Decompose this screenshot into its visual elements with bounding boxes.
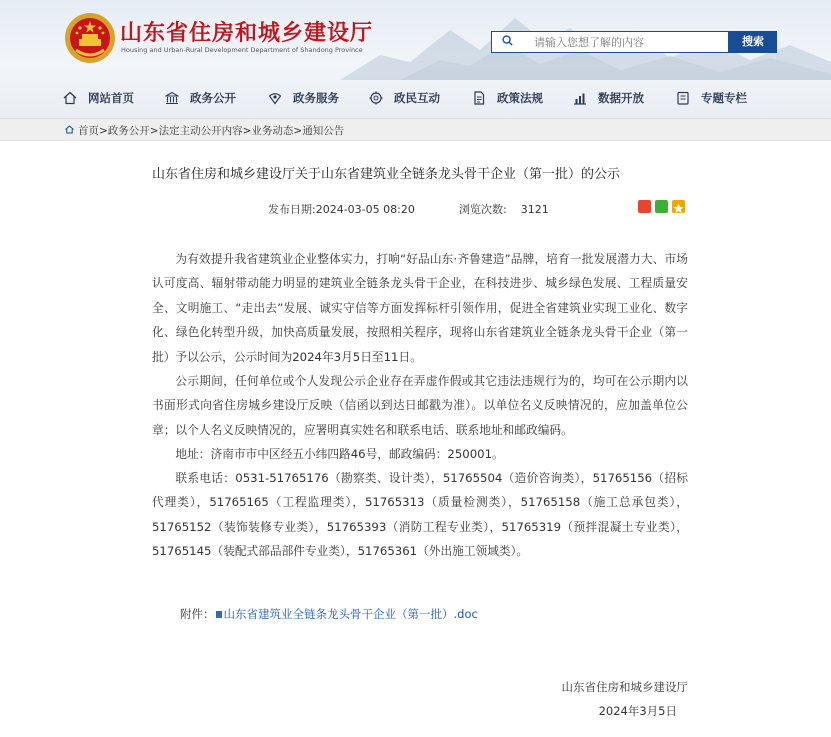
wechat-share-icon[interactable] [655,200,668,213]
nav-label: 网站首页 [88,91,134,105]
interaction-icon [369,91,383,105]
search-input[interactable] [534,34,714,50]
nav-item-interaction[interactable] [369,88,440,108]
site-subtitle: Housing and Urban-Rural Development Department of Shandong Province [121,46,363,54]
attachment-label: 附件： [180,607,215,621]
nav-label: 政民互动 [394,91,440,105]
search-icon [502,35,513,46]
views-info [459,201,549,217]
attachment [180,606,478,622]
national-emblem-logo [64,12,116,64]
nav-item-home[interactable] [63,88,134,108]
article-title: 山东省住房和城乡建设厅关于山东省建筑业全链条龙头骨干企业（第一批）的公示 [152,167,621,182]
nav-label: 政务服务 [293,91,339,105]
nav-item-policies[interactable] [472,88,543,108]
publish-date: 2024-03-05 08:20 [315,203,415,216]
attachment-link[interactable]: 山东省建筑业全链条龙头骨干企业（第一批）.doc [223,607,478,621]
article-paragraph: 联系电话：0531-51765176（勘察类、设计类），51765504（造价咨询类），51765156（招标代理类），51765165（工程监理类），51765313（质量检测类），51765158（施工总承包类），51765152（装饰装修专业类），51765393（消防工程专业类），51765319（预拌混凝土专业类），51765145（装配式部品部件专业类），51765361（外出施工领域类）。 [152,471,688,559]
nav-label: 数据开放 [598,91,644,105]
publish-info [268,201,415,217]
search-box [491,31,729,53]
signature-date: 2024年3月5日 [598,704,677,718]
article-paragraph: 地址：济南市市中区经五小纬四路46号，邮政编码：250001。 [175,447,504,461]
article-paragraph: 为有效提升我省建筑业企业整体实力，打响“好品山东·齐鲁建造”品牌，培育一批发展潜力大、市场认可度高、辐射带动能力明显的建筑业全链条龙头骨干企业，在科技进步、城乡绿色发展、工程质量安全、文明施工、“走出去”发展、诚实守信等方面发挥标杆引领作用，促进全省建筑业实现工业化、数字化、绿色化转型升级，加快高质量发展，按照相关程序，现将山东省建筑业全链条龙头骨干企业（第一批）予以公示，公示时间为2024年3月5日至11日。 [152,252,688,364]
nav-label: 专题专栏 [701,91,747,105]
nav-label: 政务公开 [190,91,236,105]
nav-item-topics[interactable] [676,88,747,108]
nav-item-gov-services[interactable] [268,88,339,108]
breadcrumb-trail[interactable]: 首页>政务公开>法定主动公开内容>业务动态>通知公告 [78,125,345,137]
views-count: 3121 [520,203,549,216]
breadcrumb [0,118,831,141]
favorite-star-icon[interactable] [672,200,685,213]
topic-icon [676,91,690,105]
building-icon [165,91,179,105]
doc-file-icon [216,611,222,618]
nav-item-gov-affairs-open[interactable] [165,88,236,108]
main-nav [0,84,831,110]
chart-icon [573,91,587,105]
star-glyph [672,202,685,215]
nav-item-open-data[interactable] [573,88,644,108]
service-icon [268,91,282,105]
nav-label: 政策法规 [497,91,543,105]
breadcrumb-home-icon [65,125,74,134]
site-header [0,0,831,118]
home-icon [63,91,77,105]
views-label: 浏览次数: [459,203,507,216]
weibo-share-icon[interactable] [638,200,651,213]
article-paragraph: 公示期间，任何单位或个人发现公示企业存在弄虚作假或其它违法违规行为的，均可在公示期内以书面形式向省住房城乡建设厅反映（信函以到达日邮戳为准）。以单位名义反映情况的，应加盖单位公章；以个人名义反映情况的，应署明真实姓名和联系电话、联系地址和邮政编码。 [152,374,688,437]
document-icon [472,91,486,105]
publish-label: 发布日期: [268,203,316,216]
search-button[interactable]: 搜索 [729,31,777,53]
signature-org: 山东省住房和城乡建设厅 [561,680,688,694]
site-title[interactable]: 山东省住房和城乡建设厅 [120,21,374,46]
